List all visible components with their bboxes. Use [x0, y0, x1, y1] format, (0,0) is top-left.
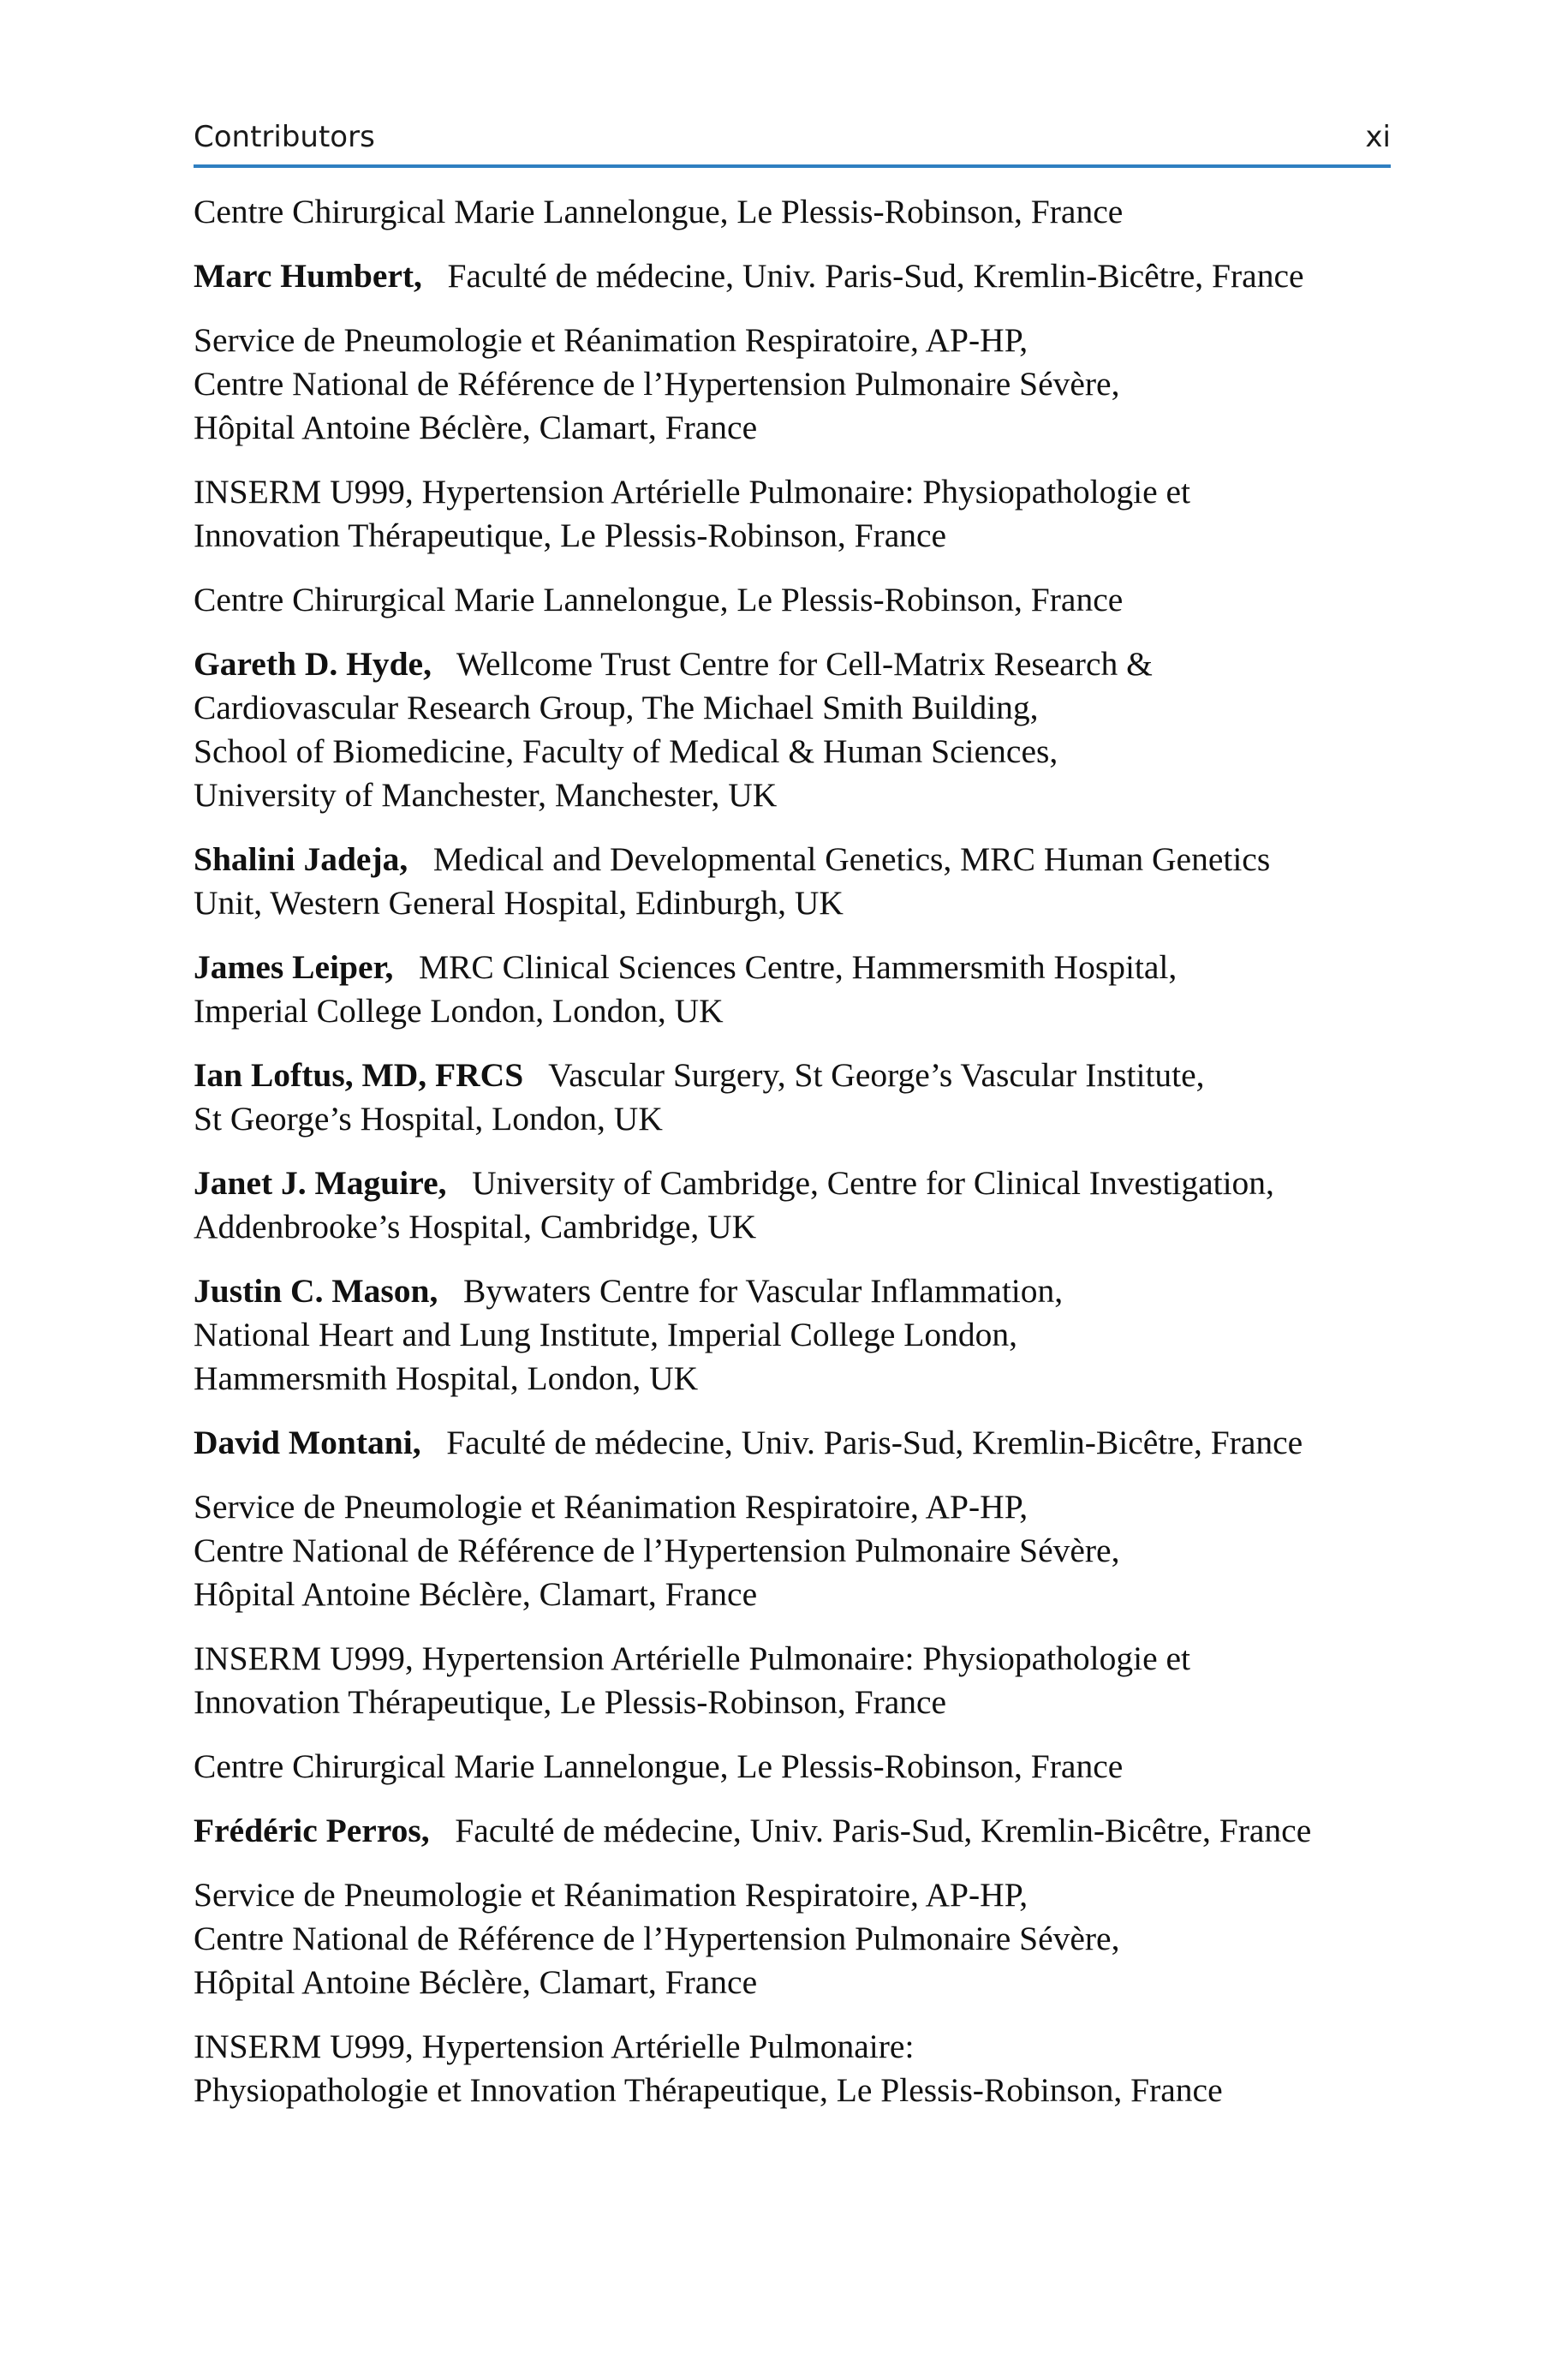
text-line: [194, 1485, 1391, 1529]
contributor-name: Gareth D. Hyde,: [194, 645, 432, 683]
text-line: [194, 578, 1391, 622]
affiliation-text: MRC Clinical Sciences Centre, Hammersmith Hospital,: [418, 948, 1177, 986]
text-line: [194, 406, 1391, 450]
affiliation-entry: [194, 2025, 1391, 2112]
affiliation-entry: [194, 1873, 1391, 2004]
contributors-list: [194, 190, 1391, 2112]
contributor-name: Janet J. Maguire,: [194, 1164, 447, 1202]
affiliation-text: Wellcome Trust Centre for Cell-Matrix Research &: [456, 645, 1153, 683]
page-number: xi: [1365, 120, 1391, 154]
text-line: [194, 1162, 1391, 1205]
contributor-name: Frédéric Perros,: [194, 1812, 430, 1849]
affiliation-text: Cardiovascular Research Group, The Michael Smith Building,: [194, 689, 1039, 726]
affiliation-text: Service de Pneumologie et Réanimation Respiratoire, AP-HP,: [194, 1488, 1028, 1526]
book-page: [194, 120, 1391, 2133]
text-line: [194, 2025, 1391, 2069]
text-line: [194, 1873, 1391, 1917]
section-title: Contributors: [194, 120, 375, 154]
affiliation-text: Innovation Thérapeutique, Le Plessis-Robinson, France: [194, 517, 947, 554]
text-line: [194, 730, 1391, 773]
text-line: [194, 190, 1391, 234]
affiliation-text: Faculté de médecine, Univ. Paris-Sud, Kremlin-Bicêtre, France: [455, 1812, 1312, 1849]
text-line: [194, 319, 1391, 362]
contributor-entry: [194, 1269, 1391, 1401]
affiliation-text: Centre National de Référence de l’Hypertension Pulmonaire Sévère,: [194, 1920, 1120, 1957]
affiliation-text: Physiopathologie et Innovation Thérapeutique, Le Plessis-Robinson, France: [194, 2071, 1223, 2109]
text-line: [194, 2069, 1391, 2112]
affiliation-text: Hôpital Antoine Béclère, Clamart, France: [194, 409, 758, 446]
affiliation-text: Centre National de Référence de l’Hypertension Pulmonaire Sévère,: [194, 365, 1120, 403]
affiliation-text: Hôpital Antoine Béclère, Clamart, France: [194, 1963, 758, 2001]
affiliation-text: Service de Pneumologie et Réanimation Respiratoire, AP-HP,: [194, 1876, 1028, 1914]
affiliation-entry: [194, 1485, 1391, 1616]
text-line: [194, 686, 1391, 730]
text-line: [194, 1809, 1391, 1853]
text-line: [194, 514, 1391, 558]
text-line: [194, 1421, 1391, 1465]
text-line: [194, 838, 1391, 881]
affiliation-text: INSERM U999, Hypertension Artérielle Pulmonaire:: [194, 2028, 915, 2065]
affiliation-text: Addenbrooke’s Hospital, Cambridge, UK: [194, 1208, 757, 1245]
affiliation-entry: [194, 470, 1391, 558]
affiliation-text: Innovation Thérapeutique, Le Plessis-Robinson, France: [194, 1683, 947, 1721]
affiliation-text: INSERM U999, Hypertension Artérielle Pulmonaire: Physiopathologie et: [194, 1639, 1190, 1677]
contributor-entry: [194, 946, 1391, 1033]
text-line: [194, 1205, 1391, 1249]
affiliation-text: Hammersmith Hospital, London, UK: [194, 1359, 699, 1397]
affiliation-text: Unit, Western General Hospital, Edinburgh, UK: [194, 884, 844, 922]
text-line: [194, 254, 1391, 298]
text-line: [194, 989, 1391, 1033]
text-line: [194, 1357, 1391, 1401]
text-line: [194, 1745, 1391, 1789]
text-line: [194, 642, 1391, 686]
contributor-entry: [194, 1809, 1391, 1853]
affiliation-text: St George’s Hospital, London, UK: [194, 1100, 663, 1138]
contributor-entry: [194, 1162, 1391, 1249]
affiliation-text: Imperial College London, London, UK: [194, 992, 724, 1030]
text-line: [194, 1681, 1391, 1724]
contributor-entry: [194, 254, 1391, 298]
affiliation-text: Centre Chirurgical Marie Lannelongue, Le Plessis-Robinson, France: [194, 1747, 1124, 1785]
affiliation-text: National Heart and Lung Institute, Imperial College London,: [194, 1316, 1018, 1353]
affiliation-entry: [194, 578, 1391, 622]
contributor-entry: [194, 1421, 1391, 1465]
affiliation-text: Faculté de médecine, Univ. Paris-Sud, Kremlin-Bicêtre, France: [446, 1424, 1303, 1461]
text-line: [194, 1917, 1391, 1961]
contributor-name: Marc Humbert,: [194, 257, 422, 295]
affiliation-entry: [194, 1637, 1391, 1724]
affiliation-text: Centre Chirurgical Marie Lannelongue, Le Plessis-Robinson, France: [194, 193, 1124, 230]
affiliation-entry: [194, 319, 1391, 450]
text-line: [194, 470, 1391, 514]
affiliation-text: University of Manchester, Manchester, UK: [194, 776, 778, 814]
text-line: [194, 1313, 1391, 1357]
affiliation-entry: [194, 1745, 1391, 1789]
affiliation-text: University of Cambridge, Centre for Clinical Investigation,: [472, 1164, 1274, 1202]
affiliation-text: School of Biomedicine, Faculty of Medical & Human Sciences,: [194, 732, 1058, 770]
contributor-entry: [194, 838, 1391, 925]
contributor-name: Justin C. Mason,: [194, 1272, 438, 1310]
text-line: [194, 881, 1391, 925]
text-line: [194, 1097, 1391, 1141]
contributor-name: James Leiper,: [194, 948, 394, 986]
contributor-name: Ian Loftus, MD, FRCS: [194, 1056, 524, 1094]
text-line: [194, 1637, 1391, 1681]
text-line: [194, 773, 1391, 817]
affiliation-text: Centre National de Référence de l’Hypertension Pulmonaire Sévère,: [194, 1532, 1120, 1569]
affiliation-text: Centre Chirurgical Marie Lannelongue, Le Plessis-Robinson, France: [194, 581, 1124, 618]
text-line: [194, 1529, 1391, 1573]
contributor-name: Shalini Jadeja,: [194, 840, 408, 878]
text-line: [194, 1269, 1391, 1313]
affiliation-text: Bywaters Centre for Vascular Inflammation,: [462, 1272, 1064, 1310]
affiliation-text: Vascular Surgery, St George’s Vascular Institute,: [548, 1056, 1205, 1094]
contributor-name: David Montani,: [194, 1424, 421, 1461]
running-head: [194, 120, 1391, 168]
text-line: [194, 1961, 1391, 2004]
affiliation-text: Hôpital Antoine Béclère, Clamart, France: [194, 1575, 758, 1613]
affiliation-text: Faculté de médecine, Univ. Paris-Sud, Kremlin-Bicêtre, France: [447, 257, 1304, 295]
text-line: [194, 1054, 1391, 1097]
affiliation-text: INSERM U999, Hypertension Artérielle Pulmonaire: Physiopathologie et: [194, 473, 1190, 511]
affiliation-text: Service de Pneumologie et Réanimation Respiratoire, AP-HP,: [194, 321, 1028, 359]
text-line: [194, 1573, 1391, 1616]
contributor-entry: [194, 1054, 1391, 1141]
affiliation-text: Medical and Developmental Genetics, MRC Human Genetics: [432, 840, 1271, 878]
text-line: [194, 362, 1391, 406]
contributor-entry: [194, 642, 1391, 817]
text-line: [194, 946, 1391, 989]
affiliation-entry: [194, 190, 1391, 234]
